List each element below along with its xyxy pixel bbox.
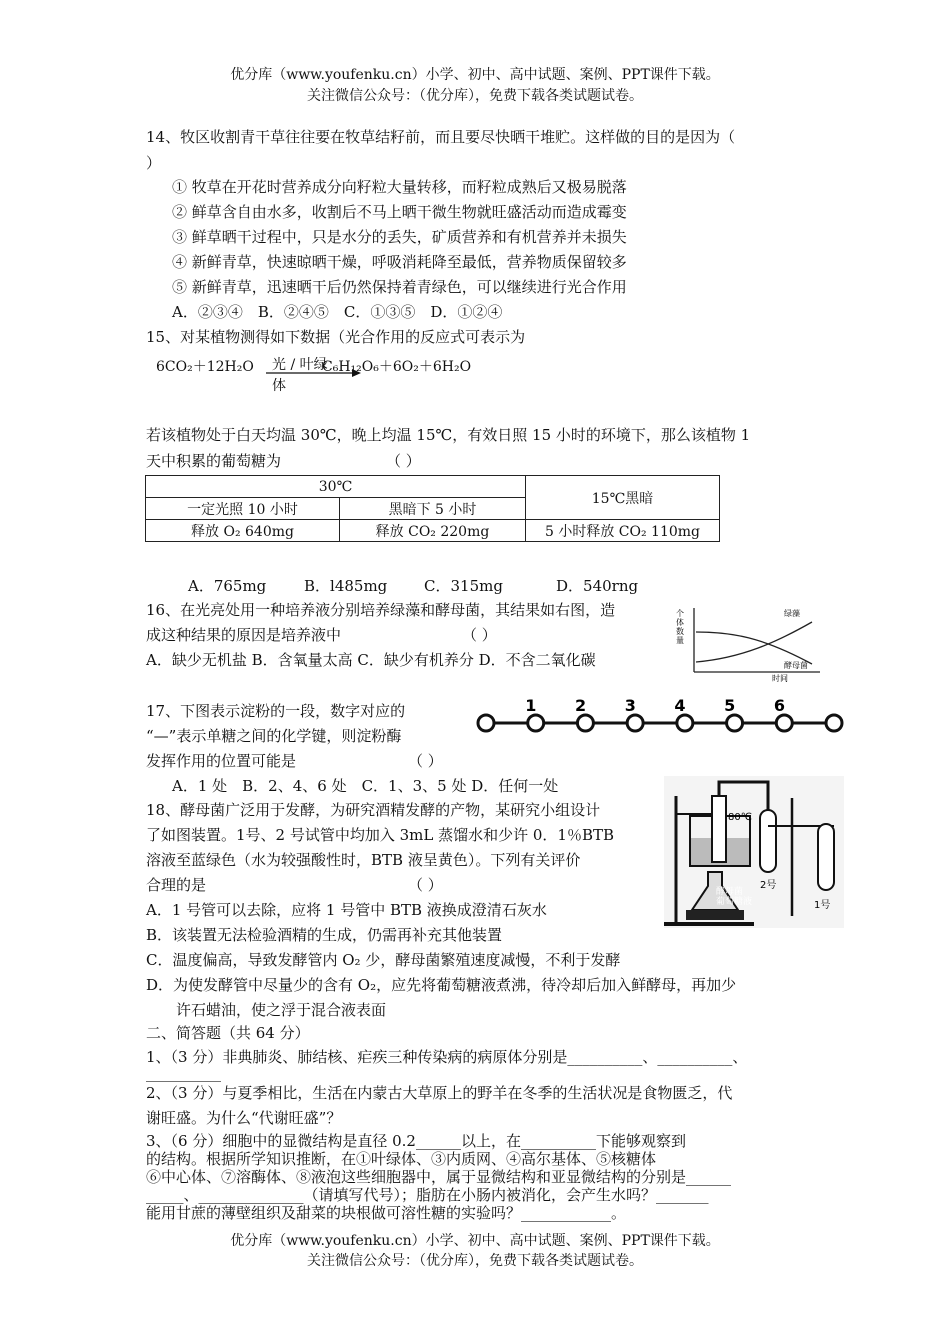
q14-choices: A．②③④ B．②④⑤ C．①③⑤ D．①②④ <box>172 303 503 321</box>
glucose-unit <box>627 715 643 731</box>
q15-equation-right: C₆H₁₂O₆＋6O₂＋6H₂O <box>322 359 472 375</box>
q16-line-2: 成这种结果的原因是培养液中 <box>146 626 342 644</box>
q18-option-a: A．1 号管可以去除，应将 1 号管中 BTB 液换成澄清石灰水 <box>146 901 547 919</box>
q18-option-b: B．该装置无法检验酒精的生成，仍需再补充其他装置 <box>146 926 503 944</box>
glucose-unit <box>677 715 693 731</box>
glucose-unit <box>478 715 494 731</box>
bond-label: 4 <box>674 696 686 715</box>
q15-equation-condition: 光 / 叶绿 <box>272 357 328 373</box>
q16-line-1: 16、在光亮处用一种培养液分别培养绿藻和酵母菌，其结果如右图，造 <box>146 601 616 619</box>
q15-text-2: 天中积累的葡萄糖为 <box>146 452 282 470</box>
q17-paren: （ ） <box>408 752 443 770</box>
q18-line-1: 18、酵母菌广泛用于发酵，为研究酒精发酵的产物，某研究小组设计 <box>146 801 601 819</box>
section2-q2-line-2: 谢旺盛。为什么“代谢旺盛”？ <box>146 1109 342 1127</box>
algae-curve <box>696 622 812 662</box>
q18-line-4: 合理的是 <box>146 876 207 894</box>
q15-text-1: 若该植物处于白天均温 30℃，晚上均温 15℃，有效日照 15 小时的环境下，那么该植物 1 <box>146 426 751 444</box>
bond-label: 5 <box>724 696 736 715</box>
q15-choice-c: C．315mg <box>424 577 503 595</box>
glucose-unit <box>776 715 792 731</box>
graph-label-yeast: 酵母菌 <box>784 661 808 670</box>
section2-q3-line-4: _____、______________（请填写代号）；脂肪在小肠内被消化，会产生水吗？_______ <box>146 1186 709 1204</box>
q16-growth-graph <box>672 602 828 682</box>
q15-equation-left: 6CO₂＋12H₂O <box>156 359 254 375</box>
section2-q2-line-1: 2、（3 分）与夏季相比，生活在内蒙古大草原上的野羊在冬季的生活状况是食物匮乏，代 <box>146 1084 733 1102</box>
q18-option-c: C．温度偏高，导致发酵管内 O₂ 少，酵母菌繁殖速度减慢，不利于发酵 <box>146 951 621 969</box>
table-cell-light: 一定光照 10 小时 <box>146 498 340 520</box>
footer-line-1: 优分库（www.youfenku.cn）小学、初中、高中试题、案例、PPT课件下载。 <box>230 1233 720 1249</box>
glucose-unit <box>727 715 743 731</box>
glucose-unit <box>577 715 593 731</box>
graph-xlabel: 时间 <box>772 674 788 682</box>
section2-q3-line-2: 的结构。根据所学知识推断，在①叶绿体、③内质网、④高尔基体、⑤核糖体 <box>146 1150 657 1168</box>
q18-line-2: 了如图装置。1号、2 号试管中均加入 3mL 蒸馏水和少许 0．1％BTB <box>146 826 615 844</box>
q14-stem-end: ） <box>146 154 162 172</box>
q15-paren: （ ） <box>386 452 421 470</box>
glucose-unit <box>826 715 842 731</box>
graph-label-algae: 绿藻 <box>784 609 800 618</box>
bond-label: 1 <box>525 696 537 715</box>
q14-option-5: ⑤ 新鲜青草，迅速晒干后仍然保持着青绿色，可以继续进行光合作用 <box>172 278 627 296</box>
q14-option-2: ② 鲜草含自由水多，收割后不马上晒干微生物就旺盛活动而造成霉变 <box>172 203 627 221</box>
table-header-30c: 30℃ <box>146 476 526 498</box>
q18-paren: （ ） <box>408 876 443 894</box>
section2-title: 二、简答题（共 64 分） <box>146 1024 310 1042</box>
table-value-co2-night: 5 小时释放 CO₂ 110mg <box>526 520 720 542</box>
q14-option-1: ① 牧草在开花时营养成分向籽粒大量转移，而籽粒成熟后又极易脱落 <box>172 178 627 196</box>
table-header-15c: 15℃黑暗 <box>526 476 720 520</box>
section2-q3-line-1: 3、（6 分）细胞中的显微结构是直径 0.2______以上，在__________下能够观察到 <box>146 1132 686 1150</box>
section2-q3-line-3: ⑥中心体、⑦溶酶体、⑧液泡这些细胞器中，属于显微结构和亚显微结构的分别是______ <box>146 1168 732 1186</box>
q15-choice-d: D．540rng <box>556 577 639 595</box>
q17-line-1: 17、下图表示淀粉的一段，数字对应的 <box>146 702 406 720</box>
glucose-unit <box>528 715 544 731</box>
bond-label: 2 <box>575 696 587 715</box>
apparatus-temp-label: 80℃ <box>728 812 752 823</box>
q15-choice-b: B．l485mg <box>304 577 388 595</box>
q17-choices: A．1 处 B．2、4、6 处 C．1、3、5 处 D．任何一处 <box>172 777 559 795</box>
q15-stem: 15、对某植物测得如下数据（光合作用的反应式可表示为 <box>146 328 526 346</box>
header-line-1: 优分库（www.youfenku.cn）小学、初中、高中试题、案例、PPT课件下载。 <box>230 67 720 83</box>
q16-paren: （ ） <box>462 626 497 644</box>
apparatus-flask-label-2: 葡萄糖液 <box>716 897 753 907</box>
apparatus-flask-label: 酵母菌 <box>716 887 744 897</box>
q17-starch-chain <box>472 695 844 737</box>
section2-q1: 1、（3 分）非典肺炎、肺结核、疟疾三种传染病的病原体分别是__________、__________、 <box>146 1048 748 1066</box>
bond-label: 6 <box>773 696 785 715</box>
q17-line-2: “—”表示单糖之间的化学键，则淀粉酶 <box>146 727 402 745</box>
table-cell-dark: 黑暗下 5 小时 <box>340 498 526 520</box>
q18-option-d-cont: 许石蜡油，使之浮于混合液表面 <box>176 1001 387 1019</box>
graph-ylabel: 个体数量 <box>676 609 684 645</box>
footer-line-2: 关注微信公众号：（优分库），免费下载各类试题试卷。 <box>307 1253 643 1269</box>
q14-option-4: ④ 新鲜青草，快速晾晒干燥，呼吸消耗降至最低，营养物质保留较多 <box>172 253 627 271</box>
q18-line-3: 溶液至蓝绿色（水为较强酸性时，BTB 液呈黄色）。下列有关评价 <box>146 851 581 869</box>
apparatus-tube2-label: 2号 <box>760 880 777 891</box>
q16-choices: A．缺少无机盐 B．含氧量太高 C．缺少有机养分 D．不含二氧化碳 <box>146 651 596 669</box>
bond-label: 3 <box>624 696 636 715</box>
q14-stem: 14、牧区收割青干草往往要在牧草结籽前，而且要尽快晒干堆贮。这样做的目的是因为（ <box>146 128 736 146</box>
table-value-co2: 释放 CO₂ 220mg <box>340 520 526 542</box>
q15-data-table <box>145 475 720 542</box>
q18-apparatus <box>664 776 844 928</box>
q18-option-d: D．为使发酵管中尽量少的含有 O₂，应先将葡萄糖液煮沸，待冷却后加入鲜酵母，再加少 <box>146 976 737 994</box>
q17-line-3: 发挥作用的位置可能是 <box>146 752 297 770</box>
header-line-2: 关注微信公众号：（优分库），免费下载各类试题试卷。 <box>307 88 643 104</box>
section2-q1-blank: __________ <box>146 1064 221 1082</box>
q15-choice-a: A．765mg <box>188 577 267 595</box>
table-value-o2: 释放 O₂ 640mg <box>146 520 340 542</box>
q15-equation-condition-2: 体 <box>272 378 286 394</box>
q14-option-3: ③ 鲜草晒干过程中，只是水分的丢失，矿质营养和有机营养并未损失 <box>172 228 627 246</box>
apparatus-tube1-label: 1号 <box>814 900 831 911</box>
section2-q3-line-5: 能用甘蔗的薄壁组织及甜菜的块根做可溶性糖的实验吗？____________。 <box>146 1204 627 1222</box>
